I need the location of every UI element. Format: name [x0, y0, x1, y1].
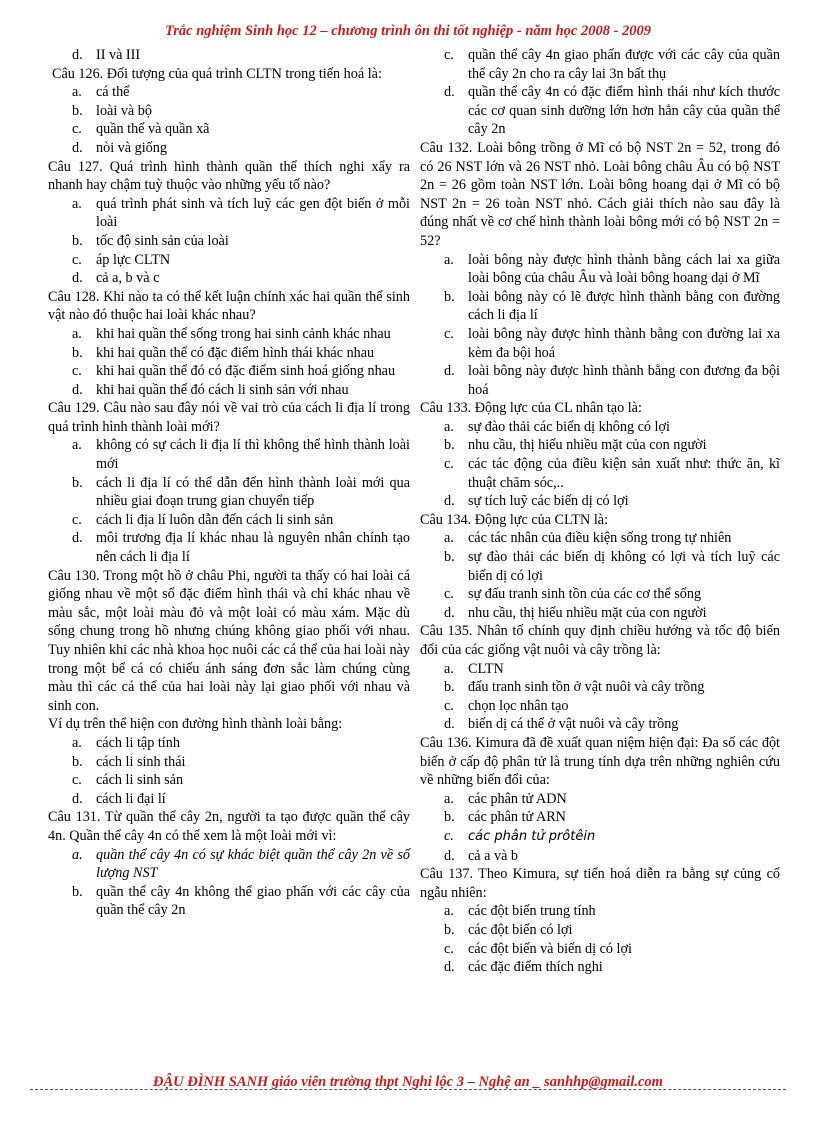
left-column	[48, 46, 410, 920]
option-letter: d.	[72, 530, 83, 547]
option-text: khi hai quần thể đó cách li sinh sản với nhau	[96, 381, 349, 398]
answer-option	[420, 585, 780, 604]
question-135: Câu 135. Nhân tố chính quy định chiều hướng và tốc độ biến đổi của các giống vật nuôi và cây trồng là:	[420, 623, 780, 658]
answer-option	[420, 455, 780, 492]
option-text: không có sự cách li địa lí thì không thể hình thành loài mới	[96, 437, 410, 473]
option-letter: a.	[72, 195, 82, 212]
option-text: loài bông này có lẽ được hình thành bằng con đường cách li địa lí	[468, 288, 780, 324]
question-126: Câu 126. Đối tượng của quá trình CLTN trong tiến hoá là:	[52, 65, 382, 82]
footer-divider	[30, 1089, 786, 1090]
answer-option	[420, 808, 780, 827]
option-letter: b.	[444, 437, 455, 454]
answer-option	[48, 83, 410, 102]
option-text: biến dị cá thể ở vật nuôi và cây trồng	[468, 716, 679, 733]
answer-option	[48, 883, 410, 920]
question-132: Câu 132. Loài bông trồng ở Mĩ có bộ NST 2n = 52, trong đó có 26 NST lớn và 26 NST nhỏ. Loài bông châu Âu có bộ NST 2n = 26 gồm toàn NST lớn. Loài bông hoang dại ở Mĩ có bộ NST 2n = 26 toàn NST nhỏ. Cách giải thích nào sau đây là đúng nhất về cơ chế hình thành loài bông mới có bộ NST 2n = 52?	[420, 139, 780, 249]
question-136: Câu 136. Kimura đã đề xuất quan niệm hiện đại: Đa số các đột biến ở cấp độ phân tử là trung tính dựa trên những nghiên cứu về những biến đổi của:	[420, 734, 780, 789]
answer-option	[420, 362, 780, 399]
answer-option	[420, 847, 780, 866]
option-letter: a.	[444, 418, 454, 435]
question-130: Câu 130. Trong một hồ ở châu Phi, người ta thấy có hai loài cá giống nhau về một số đặc điểm hình thái và chỉ khác nhau về màu sắc, một loài màu đỏ và một loài có màu xám. Mặc dù sống chung trong hồ nhưng chúng không giao phối với nhau. Tuy nhiên khi các nhà khoa học nuôi các cá thể của hai loài này trong một bể cá có chiếu ánh sáng đơn sắc làm chúng cùng màu thì các cá thể của hai loài này lại giao phối với nhau và sinh con.	[48, 567, 410, 714]
option-letter: b.	[72, 883, 83, 900]
answer-option	[48, 251, 410, 270]
answer-option	[48, 195, 410, 232]
answer-option	[420, 418, 780, 437]
option-text: các phân tử prôtêin	[468, 828, 596, 844]
page-header: Trắc nghiệm Sinh học 12 – chương trình ôn thi tốt nghiệp - năm học 2008 - 2009	[164, 23, 652, 39]
option-letter: a.	[72, 325, 82, 342]
question-127: Câu 127. Quá trình hình thành quần thể thích nghi xẩy ra nhanh hay chậm tuỳ thuộc vào những yếu tố nào?	[48, 158, 410, 194]
answer-option	[420, 921, 780, 940]
answer-option	[48, 734, 410, 753]
option-text: loài và bộ	[96, 102, 152, 119]
option-letter: c.	[72, 772, 82, 789]
option-text: quần thể cây 4n không thể giao phấn với các cây của quần thể cây 2n	[96, 883, 410, 919]
option-letter: b.	[444, 679, 455, 696]
option-letter: c.	[72, 251, 82, 268]
answer-option	[420, 325, 780, 362]
answer-option	[420, 940, 780, 959]
option-text: nhu cầu, thị hiếu nhiều mặt của con người	[468, 437, 707, 454]
option-letter: d.	[444, 363, 455, 380]
answer-option	[420, 251, 780, 288]
answer-option	[48, 362, 410, 381]
option-text: loài bông này được hình thành bằng con đường lai xa kèm đa bội hoá	[468, 325, 780, 361]
option-text: cả a và b	[468, 847, 519, 864]
option-letter: b.	[72, 753, 83, 770]
option-letter: b.	[72, 102, 83, 119]
option-letter: c.	[72, 511, 82, 528]
question-129: Câu 129. Câu nào sau đây nói về vai trò của cách li địa lí trong quá trình hình thành loài mới?	[48, 400, 410, 435]
answer-option	[48, 102, 410, 121]
option-letter: b.	[444, 921, 455, 938]
option-text: quần thể cây 4n giao phấn được với các cây của quần thể cây 2n cho ra cây lai 3n bất thụ	[468, 47, 780, 82]
answer-option	[48, 46, 410, 65]
option-letter: c.	[444, 697, 454, 714]
answer-option	[48, 325, 410, 344]
option-text: loài bông này được hình thành bằng cách lai xa giữa loài bông của châu Âu và loài bông hoang dại ở Mĩ	[468, 251, 780, 287]
option-letter: d.	[444, 604, 455, 621]
option-letter: c.	[444, 325, 454, 342]
option-letter: a.	[72, 846, 83, 863]
answer-option	[48, 436, 410, 473]
option-text: sự đào thải các biến dị không có lợi và tích luỹ các biến dị có lợi	[468, 549, 780, 584]
answer-option	[420, 715, 780, 734]
option-text: nòi và giống	[96, 139, 167, 156]
option-letter: c.	[444, 940, 454, 957]
option-letter: d.	[72, 270, 83, 287]
option-text: tốc độ sinh sản của loài	[96, 232, 229, 249]
question-134: Câu 134. Động lực của CLTN là:	[420, 511, 609, 528]
question-128: Câu 128. Khi nào ta có thể kết luận chính xác hai quần thể sinh vật nào đó thuộc hai loài khác nhau?	[48, 288, 410, 324]
answer-option	[420, 660, 780, 679]
option-text: cách li đại lí	[96, 790, 166, 807]
option-text: các đột biến trung tính	[468, 903, 596, 920]
option-letter: d.	[444, 716, 455, 733]
question-131: Câu 131. Từ quần thể cây 2n, người ta tạo được quần thể cây 4n. Quần thể cây 4n có thể xem là một loài mới vì:	[48, 809, 410, 844]
option-letter: a.	[444, 903, 454, 920]
option-text: các phân tử ADN	[468, 790, 567, 807]
option-letter: a.	[72, 84, 82, 101]
option-letter: d.	[444, 493, 455, 510]
option-letter: c.	[72, 121, 82, 138]
option-letter: a.	[444, 530, 454, 547]
answer-option	[48, 753, 410, 772]
answer-option	[420, 548, 780, 585]
option-letter: d.	[72, 47, 83, 63]
option-text: khi hai quần thể đó có đặc điểm sinh hoá giống nhau	[96, 363, 396, 380]
answer-option	[420, 46, 780, 83]
answer-option	[48, 529, 410, 566]
answer-option	[48, 381, 410, 400]
answer-option	[48, 790, 410, 809]
answer-option-correct	[420, 827, 780, 847]
option-text: loài bông này được hình thành bằng con đương đa bội hoá	[468, 363, 780, 398]
answer-option-correct	[48, 846, 410, 883]
answer-option	[420, 902, 780, 921]
answer-option	[48, 511, 410, 530]
option-text: II và III	[96, 47, 141, 63]
option-text: cách li tập tính	[96, 734, 180, 751]
right-column	[420, 46, 780, 977]
option-letter: a.	[444, 790, 454, 807]
question-137: Câu 137. Theo Kimura, sự tiến hoá diễn ra bằng sự củng cố ngẫu nhiên:	[420, 866, 780, 901]
option-letter: b.	[72, 344, 83, 361]
option-text: các tác động của điều kiện sản xuất như: thức ăn, kĩ thuật chăm sóc,..	[468, 456, 780, 491]
answer-option	[420, 958, 780, 977]
answer-option	[420, 83, 780, 139]
option-text: các phân tử ARN	[468, 809, 566, 826]
option-text: môi trương địa lí khác nhau là nguyên nhân chính tạo nên cách li địa lí	[96, 530, 410, 566]
option-letter: b.	[444, 549, 455, 566]
option-text: khi hai quần thể sống trong hai sinh cảnh khác nhau	[96, 325, 391, 342]
option-letter: c.	[444, 586, 454, 603]
option-text: chọn lọc nhân tạo	[468, 697, 569, 714]
option-text: sự đấu tranh sinh tồn của các cơ thể sống	[468, 586, 702, 603]
answer-option	[420, 288, 780, 325]
option-text: sự tích luỹ các biến dị có lợi	[468, 493, 629, 510]
option-letter: b.	[444, 288, 455, 305]
answer-option	[48, 232, 410, 251]
answer-option	[420, 529, 780, 548]
answer-option	[420, 697, 780, 716]
option-letter: c.	[72, 363, 82, 380]
option-text: quần thể và quần xã	[96, 121, 210, 138]
option-letter: a.	[72, 734, 82, 751]
option-letter: c.	[444, 456, 454, 473]
option-text: các tác nhân của điều kiện sống trong tự nhiên	[468, 530, 732, 547]
answer-option	[420, 436, 780, 455]
option-letter: a.	[444, 251, 454, 268]
option-letter: d.	[72, 139, 83, 156]
question-133: Câu 133. Động lực của CL nhân tạo là:	[420, 400, 642, 417]
option-text: cách li địa lí có thể dẫn đến hình thành loài mới qua nhiều giai đoạn trung gian chuyển tiếp	[96, 474, 410, 510]
option-text: cả a, b và c	[96, 270, 160, 287]
option-letter: d.	[444, 959, 455, 976]
answer-option	[48, 771, 410, 790]
option-text: khi hai quần thể có đặc điểm hình thái khác nhau	[96, 344, 375, 361]
option-letter: d.	[444, 84, 455, 101]
option-letter: a.	[444, 660, 454, 677]
option-text: quá trình phát sinh và tích luỹ các gen đột biến ở mỗi loài	[96, 195, 410, 231]
option-text: quần thể cây 4n có đặc điểm hình thái như kích thước các cơ quan sinh dưỡng lớn hơn hẳn cây của quần thể cây 2n	[468, 84, 780, 138]
option-text: cách li sinh thái	[96, 753, 186, 770]
option-letter: b.	[444, 809, 455, 826]
option-letter: b.	[72, 474, 83, 491]
answer-option	[48, 139, 410, 158]
option-letter: d.	[72, 381, 83, 398]
answer-option	[48, 344, 410, 363]
option-text: cách li địa lí luôn dẫn đến cách li sinh sản	[96, 511, 334, 528]
option-text: các đột biến có lợi	[468, 921, 573, 938]
option-letter: a.	[72, 437, 82, 454]
question-130-prompt: Ví dụ trên thể hiện con đường hình thành loài bằng:	[48, 716, 343, 733]
answer-option	[420, 492, 780, 511]
option-text: các đột biến và biến dị có lợi	[468, 940, 632, 957]
option-text: cách li sinh sản	[96, 772, 184, 789]
option-letter: b.	[72, 232, 83, 249]
option-text: các đặc điểm thích nghi	[468, 959, 603, 976]
answer-option	[420, 604, 780, 623]
option-letter: d.	[72, 790, 83, 807]
option-text: sự đào thải các biến dị không có lợi	[468, 418, 670, 435]
option-text: quần thể cây 4n có sự khác biệt quần thể cây 2n về số lượng NST	[96, 846, 410, 882]
answer-option	[48, 474, 410, 511]
option-text: cá thể	[96, 84, 130, 101]
option-text: đấu tranh sinh tồn ở vật nuôi và cây trồng	[468, 679, 705, 696]
page-footer: ĐẬU ĐÌNH SANH giáo viên trường thpt Nghi lộc 3 – Nghệ an _ sanhhp@gmail.com	[153, 1074, 663, 1090]
answer-option	[48, 120, 410, 139]
option-letter: c.	[444, 827, 454, 844]
option-letter: d.	[444, 847, 455, 864]
option-text: áp lực CLTN	[96, 251, 171, 268]
option-letter: c.	[444, 47, 454, 63]
answer-option	[420, 790, 780, 809]
option-text: nhu cầu, thị hiếu nhiều mặt của con người	[468, 604, 707, 621]
option-text: CLTN	[468, 660, 504, 677]
answer-option	[420, 678, 780, 697]
answer-option	[48, 269, 410, 288]
